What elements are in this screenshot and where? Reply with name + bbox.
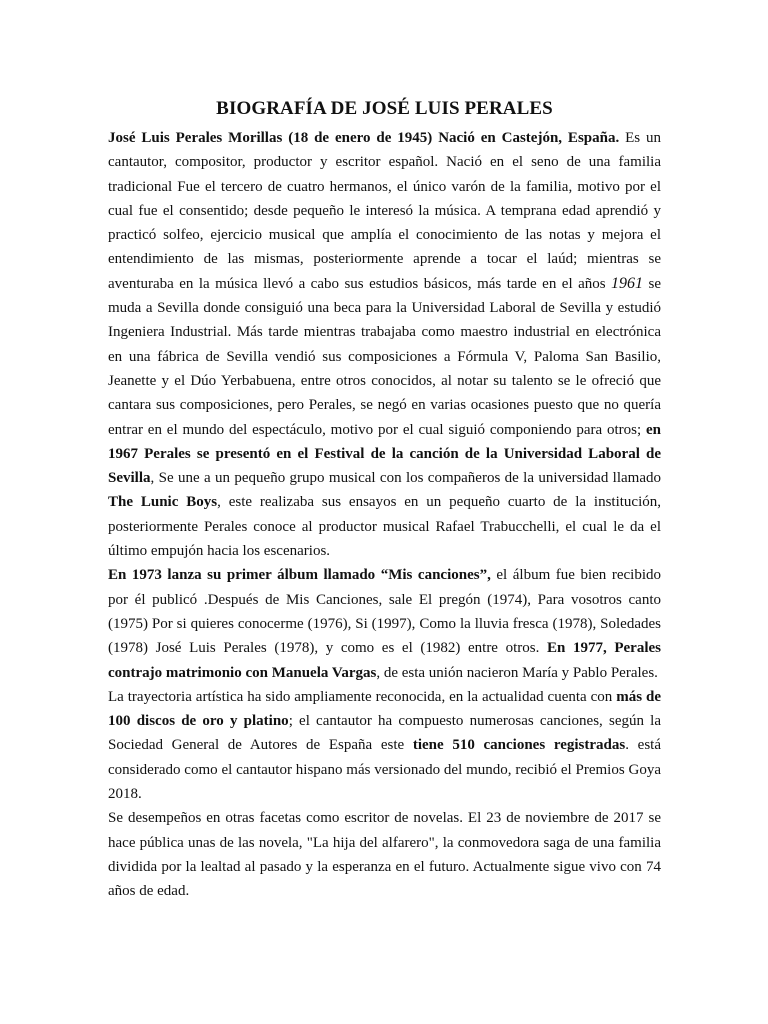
document-page <box>108 96 661 904</box>
paragraph-novels <box>108 806 661 903</box>
paragraph-first-album <box>108 563 661 684</box>
italic-year: 1961 <box>611 274 644 292</box>
bold-text: En 1973 lanza su primer álbum llamado “Mis canciones”, <box>108 567 491 584</box>
body-text: ; el cantautor ha compuesto numerosas canciones, según la Sociedad General de Autores de España este <box>108 713 661 754</box>
paragraph-career <box>108 685 661 806</box>
bold-text: En 1977, Perales contrajo matrimonio con Manuela Vargas <box>108 640 661 681</box>
body-text: , este realizaba sus ensayos en un pequeño cuarto de la institución, posteriormente Perales conoce al productor musical Rafael Trabucchelli, el cual le da el último empujón hacia los escenarios. <box>108 494 661 560</box>
body-text: , de esta unión nacieron María y Pablo Perales. <box>376 664 658 681</box>
bold-text: José Luis Perales Morillas (18 de enero de 1945) Nació en Castejón, España. <box>108 130 620 146</box>
body-text: Es un cantautor, compositor, productor y escritor español. Nació en el seno de una familia tradicional Fue el tercero de cuatro hermanos, el único varón de la familia, motivo por el cual fue el consentido; desde pequeño le interesó la música. A temprana edad aprendió y practicó solfeo, ejercicio musical que amplía el conocimiento de las notas y mejora el entendimiento de las mismas, posteriormente aprende a tocar el laúd; mientras se aventuraba en la música llevó a cabo sus estudios básicos, más tarde en el años <box>108 130 661 292</box>
document-title: BIOGRAFÍA DE JOSÉ LUIS PERALES <box>216 98 553 119</box>
bold-text: en 1967 Perales se presentó en el Festival de la canción de la Universidad Laboral de Sevilla <box>108 421 661 487</box>
bold-text: The Lunic Boys <box>108 494 218 511</box>
body-text: el álbum fue bien recibido por él publicó .Después de Mis Canciones, sale El pregón (1974), Para vosotros canto (1975) Por si quieres conocerme (1976), Si (1997), Como la lluvia fresca (1978), Soledades (1978) José Luis Perales (1978), y como es el (1982) entre otros. <box>108 567 661 657</box>
bold-text: tiene 510 canciones registradas <box>412 737 626 754</box>
body-text: , Se une a un pequeño grupo musical con los compañeros de la universidad llamado <box>150 470 661 487</box>
body-text: La trayectoria artística ha sido ampliamente reconocida, en la actualidad cuenta con <box>108 688 617 705</box>
bold-text: más de 100 discos de oro y platino <box>108 688 661 730</box>
paragraph-early-life <box>108 126 661 563</box>
body-text: Se desempeños en otras facetas como escritor de novelas. El 23 de noviembre de 2017 se hace pública unas de las novela, "La hija del alfarero", la conmovedora saga de una familia dividida por la lealtad al pasado y la esperanza en el futuro. Actualmente sigue vivo con 74 años de edad. <box>108 810 661 900</box>
body-text: . está considerado como el cantautor hispano más versionado del mundo, recibió el Premios Goya 2018. <box>108 737 661 803</box>
body-text: se muda a Sevilla donde consiguió una beca para la Universidad Laboral de Sevilla y estudió Ingeniera Industrial. Más tarde mientras trabajaba como maestro industrial en electrónica en una fábrica de Sevilla vendió sus composiciones a Fórmula V, Paloma San Basilio, Jeanette y el Dúo Yerbabuena, entre otros conocidos, al notar su talento se le ofreció que cantara sus composiciones, pero Perales, se negó en varias ocasiones puesto que no quería entrar en el mundo del espectáculo, motivo por el cual siguió componiendo para otros; <box>108 275 661 438</box>
